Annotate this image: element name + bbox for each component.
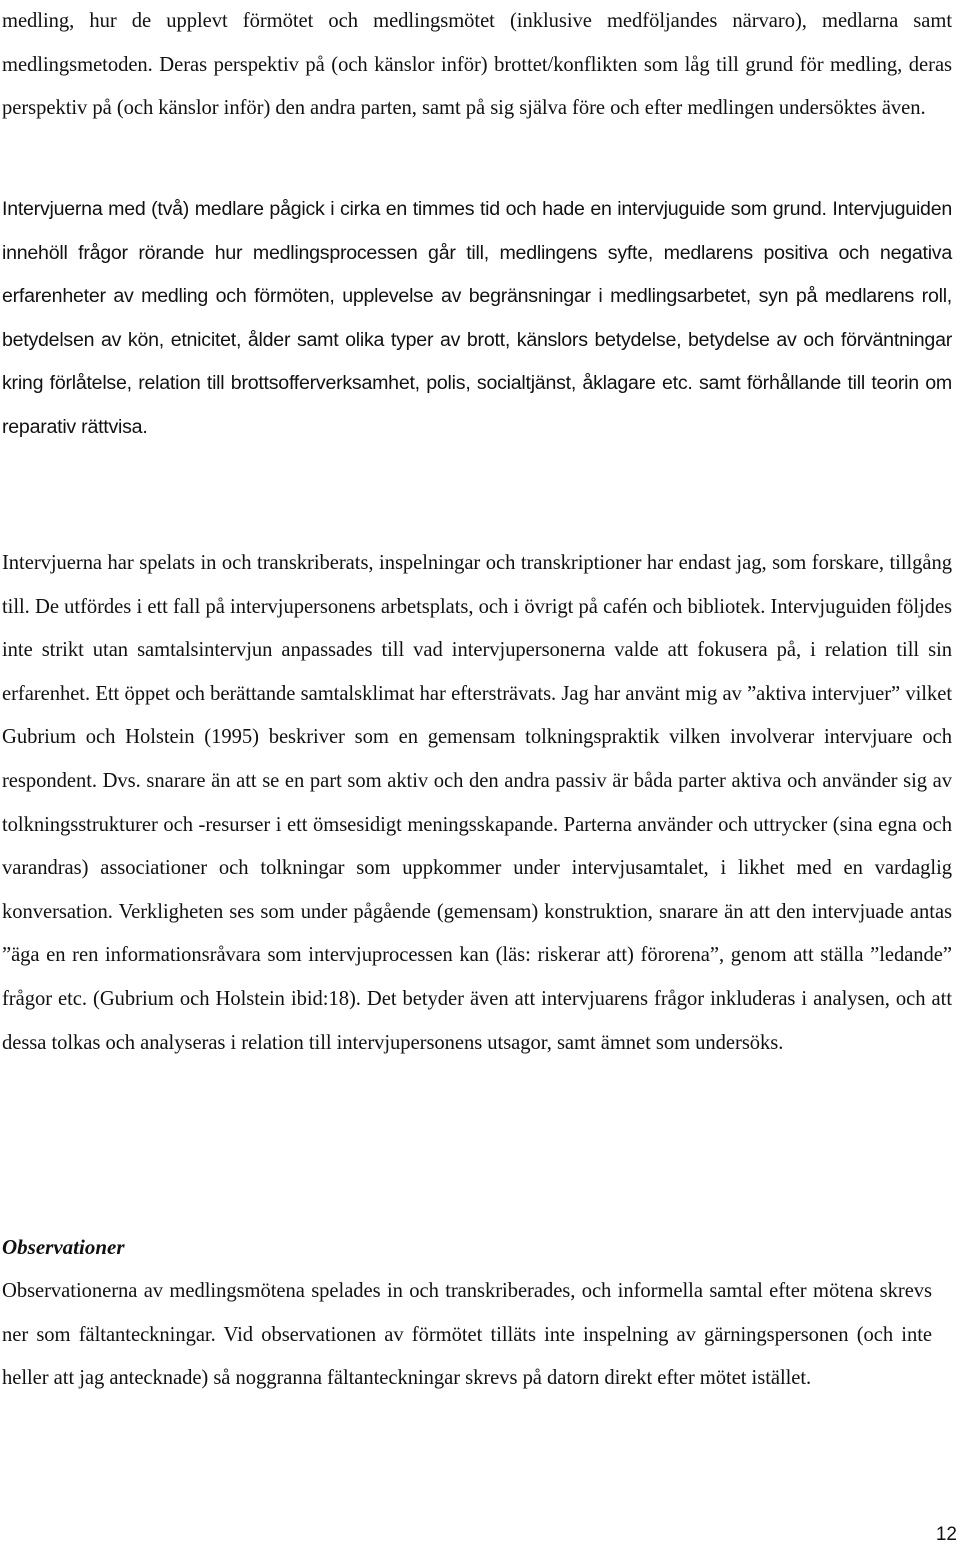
page-number: 12 [935,1524,957,1545]
body-paragraph: Intervjuerna har spelats in och transkriberats, inspelningar och transkriptioner har endast jag, som forskare, tillgång till. De utfördes i ett fall på intervjupersonens arbetsplats, och i övrigt på cafén och bibliotek. Intervjuguiden följdes inte strikt utan samtalsintervjun anpassades till vad intervjupersonerna valde att fokusera på, i relation till sin erfarenhet. Ett öppet och berättande samtalsklimat har eftersträvats. Jag har använt mig av ”aktiva intervjuer” vilket Gubrium och Holstein (1995) beskriver som en gemensam tolkningspraktik vilken involverar intervjuare och respondent. Dvs. snarare än att se en part som aktiv och den andra passiv är båda parter aktiva och använder sig av tolkningsstrukturer och -resurser i ett ömsesidigt meningsskapande. Parterna använder och uttrycker (sina egna och varandras) associationer och tolkningar som uppkommer under intervjusamtalet, i likhet med en vardaglig konversation. Verkligheten ses som under pågående (gemensam) konstruktion, snarare än att den intervjuade antas ”äga en ren informationsråvara som intervjuprocessen kan (läs: riskerar att) förorena”, genom att ställa ”ledande” frågor etc. (Gubrium och Holstein ibid:18). Det betyder även att intervjuarens frågor inkluderas i analysen, och att dessa tolkas och analyseras i relation till intervjupersonens utsagor, samt ämnet som undersöks. [2,552,952,1054]
section-heading: Observationer [2,1235,125,1259]
body-paragraph: medling, hur de upplevt förmötet och medlingsmötet (inklusive medföljandes närvaro), medlarna samt medlingsmetoden. Deras perspektiv på (och känslor inför) brottet/konflikten som låg till grund för medling, deras perspektiv på (och känslor inför) den andra parten, samt på sig själva före och efter medlingen undersöktes även. [2,10,952,120]
body-paragraph: Intervjuerna med (två) medlare pågick i cirka en timmes tid och hade en intervjuguide som grund. Intervjuguiden innehöll frågor rörande hur medlingsprocessen går till, medlingens syfte, medlarens positiva och negativa erfarenheter av medling och förmöten, upplevelse av begränsningar i medlingsarbetet, syn på medlarens roll, betydelsen av kön, etnicitet, ålder samt olika typer av brott, känslors betydelse, betydelse av och förväntningar kring förlåtelse, relation till brottsofferverksamhet, polis, socialtjänst, åklagare etc. samt förhållande till teorin om reparativ rättvisa. [2,198,952,438]
body-paragraph: Observationerna av medlingsmötena spelades in och transkriberades, och informella samtal efter mötena skrevs ner som fältanteckningar. Vid observationen av förmötet tilläts inte inspelning av gärningspersonen (och inte heller att jag antecknade) så noggranna fältanteckningar skrevs på datorn direkt efter mötet istället. [2,1280,932,1390]
